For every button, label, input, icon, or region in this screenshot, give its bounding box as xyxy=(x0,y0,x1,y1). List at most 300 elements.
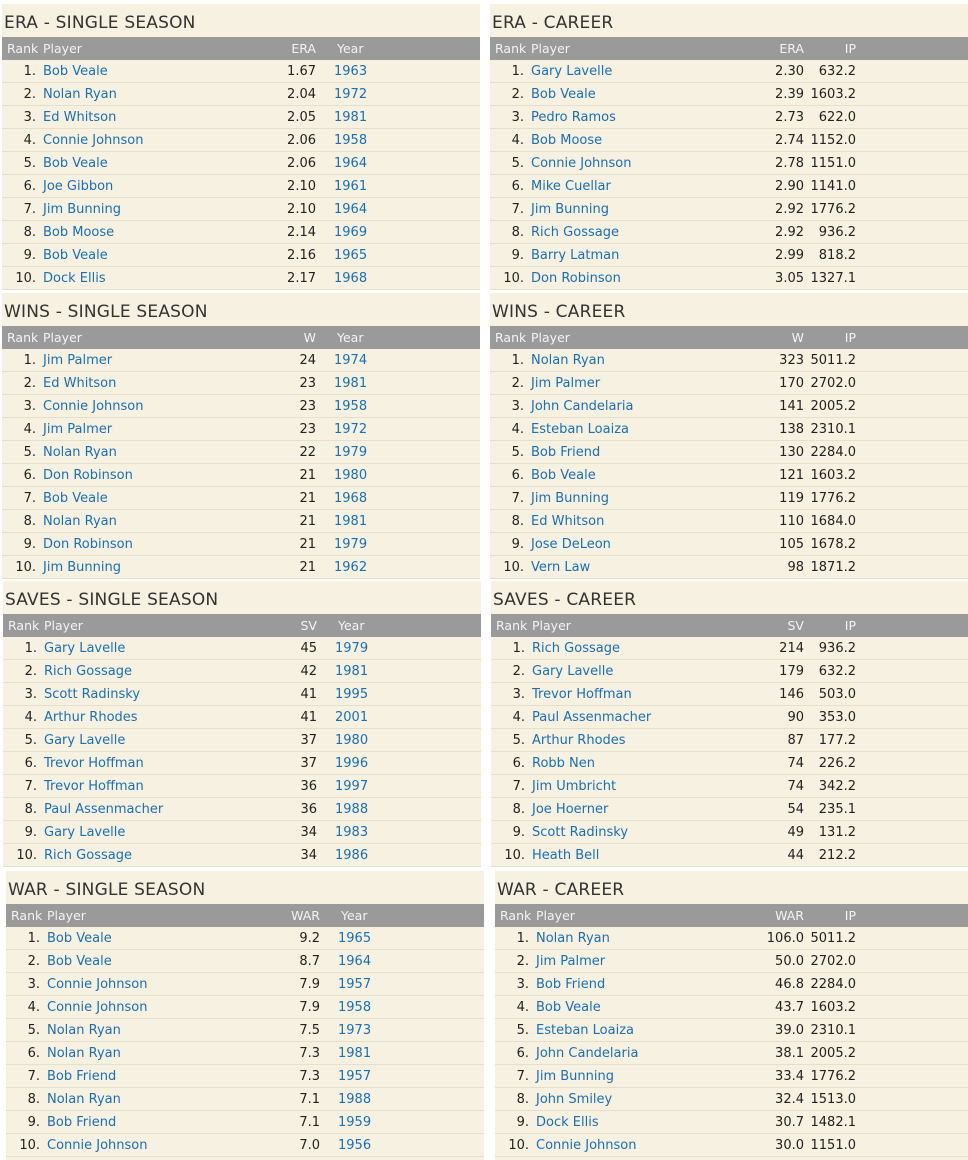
player-link[interactable]: Jim Bunning xyxy=(531,491,609,506)
player-link[interactable]: Trevor Hoffman xyxy=(532,687,632,702)
table-row xyxy=(2,441,480,464)
header-rank: Rank xyxy=(11,908,43,923)
player-link[interactable]: Nolan Ryan xyxy=(43,445,117,460)
stat-cell: 43.7 xyxy=(775,1000,804,1015)
panel-title: WAR - SINGLE SEASON xyxy=(8,880,206,900)
header-rank: Rank xyxy=(8,618,40,633)
table-row xyxy=(490,175,968,198)
stat-cell: 37 xyxy=(300,756,317,771)
player-link[interactable]: Bob Friend xyxy=(536,977,606,992)
player-link[interactable]: Pedro Ramos xyxy=(531,110,616,125)
player-link[interactable]: Jim Palmer xyxy=(43,422,113,437)
table-row xyxy=(3,729,481,752)
table-header xyxy=(6,904,484,927)
player-link[interactable]: Scott Radinsky xyxy=(44,687,141,702)
stat-cell: 2.30 xyxy=(775,64,804,79)
table-row xyxy=(3,752,481,775)
table-row xyxy=(490,129,968,152)
stat-cell: 90 xyxy=(787,710,804,725)
table-row xyxy=(491,637,968,660)
year-link[interactable]: 1996 xyxy=(335,756,369,771)
year-link[interactable]: 1980 xyxy=(334,468,368,483)
year-link[interactable]: 1988 xyxy=(338,1092,372,1107)
player-link[interactable]: Barry Latman xyxy=(531,248,620,263)
stat-cell: 32.4 xyxy=(775,1092,804,1107)
table-row xyxy=(491,660,968,683)
player-link[interactable]: Don Robinson xyxy=(43,537,133,552)
player-link[interactable]: Gary Lavelle xyxy=(531,64,613,79)
header-stat: W xyxy=(791,330,804,345)
rank-cell: 5. xyxy=(23,445,36,460)
stat-cell: 2.06 xyxy=(287,133,316,148)
player-link[interactable]: Bob Veale xyxy=(536,1000,601,1015)
header-year: Year xyxy=(341,908,368,923)
player-link[interactable]: John Smiley xyxy=(536,1092,613,1107)
row-divider xyxy=(495,1156,968,1157)
table-row xyxy=(3,660,481,683)
table-row xyxy=(2,129,480,152)
player-link[interactable]: Jim Bunning xyxy=(531,202,609,217)
year-link[interactable]: 1973 xyxy=(338,1023,372,1038)
table-row xyxy=(490,152,968,175)
table-row xyxy=(495,973,968,996)
player-link[interactable]: Bob Friend xyxy=(47,1069,117,1084)
row-divider xyxy=(490,578,968,579)
table-row xyxy=(490,395,968,418)
player-link[interactable]: Vern Law xyxy=(531,560,591,575)
rank-cell: 7. xyxy=(511,491,524,506)
rank-cell: 9. xyxy=(511,537,524,552)
ip-cell: 212.2 xyxy=(818,848,856,863)
stat-cell: 37 xyxy=(300,733,317,748)
stat-cell: 141 xyxy=(779,399,804,414)
year-link[interactable]: 1981 xyxy=(334,376,368,391)
year-link[interactable]: 1964 xyxy=(334,202,368,217)
stat-cell: 7.9 xyxy=(299,1000,320,1015)
player-link[interactable]: Nolan Ryan xyxy=(43,87,117,102)
stat-cell: 87 xyxy=(787,733,804,748)
row-divider xyxy=(6,1156,484,1157)
player-link[interactable]: Jim Bunning xyxy=(43,560,121,575)
stat-cell: 138 xyxy=(779,422,804,437)
player-link[interactable]: Rich Gossage xyxy=(44,848,132,863)
player-link[interactable]: Bob Veale xyxy=(47,931,112,946)
year-link[interactable]: 1979 xyxy=(334,445,368,460)
year-link[interactable]: 1997 xyxy=(335,779,369,794)
player-link[interactable]: Bob Friend xyxy=(47,1115,117,1130)
player-link[interactable]: John Candelaria xyxy=(536,1046,639,1061)
player-link[interactable]: Bob Veale xyxy=(43,156,108,171)
rank-cell: 8. xyxy=(27,1092,40,1107)
ip-cell: 1776.2 xyxy=(810,491,856,506)
player-link[interactable]: Nolan Ryan xyxy=(47,1046,121,1061)
header-player: Player xyxy=(44,618,83,633)
ip-cell: 1151.0 xyxy=(810,156,856,171)
stat-cell: 38.1 xyxy=(775,1046,804,1061)
player-link[interactable]: Jim Bunning xyxy=(43,202,121,217)
rank-cell: 7. xyxy=(27,1069,40,1084)
rank-cell: 10. xyxy=(16,848,37,863)
stat-cell: 2.92 xyxy=(775,225,804,240)
header-rank: Rank xyxy=(495,41,527,56)
row-divider xyxy=(2,578,480,579)
header-player: Player xyxy=(43,41,82,56)
ip-cell: 5011.2 xyxy=(810,931,856,946)
stat-cell: 2.05 xyxy=(287,110,316,125)
row-divider xyxy=(3,866,481,867)
rank-cell: 7. xyxy=(23,202,36,217)
player-link[interactable]: Don Robinson xyxy=(43,468,133,483)
ip-cell: 235.1 xyxy=(818,802,856,817)
rank-cell: 7. xyxy=(512,779,525,794)
ip-cell: 5011.2 xyxy=(810,353,856,368)
year-link[interactable]: 1956 xyxy=(338,1138,372,1153)
stat-cell: 7.3 xyxy=(299,1069,320,1084)
ip-cell: 177.2 xyxy=(818,733,856,748)
ip-cell: 632.2 xyxy=(818,64,856,79)
player-link[interactable]: Connie Johnson xyxy=(47,1000,148,1015)
ip-cell: 936.2 xyxy=(818,641,856,656)
table-row xyxy=(490,60,968,83)
player-link[interactable]: Esteban Loaiza xyxy=(536,1023,635,1038)
table-row xyxy=(490,510,968,533)
table-row xyxy=(2,198,480,221)
year-link[interactable]: 1968 xyxy=(334,491,368,506)
year-link[interactable]: 1988 xyxy=(335,802,369,817)
rank-cell: 1. xyxy=(24,641,37,656)
table-row xyxy=(6,973,484,996)
stat-cell: 7.1 xyxy=(299,1115,320,1130)
table-row xyxy=(490,556,968,579)
stat-cell: 7.5 xyxy=(299,1023,320,1038)
header-rank: Rank xyxy=(496,618,528,633)
year-link[interactable]: 1968 xyxy=(334,271,368,286)
year-link[interactable]: 1979 xyxy=(334,537,368,552)
player-link[interactable]: Bob Friend xyxy=(531,445,601,460)
row-divider xyxy=(491,866,968,867)
player-link[interactable]: Ed Whitson xyxy=(43,376,117,391)
player-link[interactable]: Ed Whitson xyxy=(43,110,117,125)
rank-cell: 3. xyxy=(512,687,525,702)
table-row xyxy=(6,950,484,973)
stat-cell: 2.74 xyxy=(775,133,804,148)
player-link[interactable]: Gary Lavelle xyxy=(44,733,126,748)
table-row xyxy=(491,683,968,706)
year-link[interactable]: 1959 xyxy=(338,1115,372,1130)
rank-cell: 3. xyxy=(511,399,524,414)
year-link[interactable]: 1957 xyxy=(338,977,372,992)
player-link[interactable]: Trevor Hoffman xyxy=(44,779,144,794)
table-row xyxy=(2,510,480,533)
rank-cell: 9. xyxy=(27,1115,40,1130)
header-stat: ERA xyxy=(291,41,316,56)
table-row xyxy=(491,706,968,729)
year-link[interactable]: 1965 xyxy=(338,931,372,946)
stat-cell: 7.3 xyxy=(299,1046,320,1061)
year-link[interactable]: 1981 xyxy=(338,1046,372,1061)
header-ip: IP xyxy=(844,908,856,923)
rank-cell: 3. xyxy=(511,110,524,125)
ip-cell: 1678.2 xyxy=(810,537,856,552)
player-link[interactable]: Jose DeLeon xyxy=(531,537,611,552)
player-link[interactable]: Robb Nen xyxy=(532,756,596,771)
table-row xyxy=(2,83,480,106)
table-row xyxy=(490,464,968,487)
header-stat: SV xyxy=(787,618,804,633)
stat-cell: 23 xyxy=(299,422,316,437)
player-link[interactable]: Nolan Ryan xyxy=(47,1023,121,1038)
panel-title: SAVES - CAREER xyxy=(493,590,637,610)
year-link[interactable]: 1981 xyxy=(335,664,369,679)
player-link[interactable]: Gary Lavelle xyxy=(44,825,126,840)
player-link[interactable]: Dock Ellis xyxy=(536,1115,599,1130)
player-link[interactable]: Bob Veale xyxy=(47,954,112,969)
header-player: Player xyxy=(531,41,570,56)
table-row xyxy=(491,844,968,867)
panel-war-career xyxy=(495,871,968,1160)
year-link[interactable]: 2001 xyxy=(335,710,369,725)
table-row xyxy=(491,798,968,821)
player-link[interactable]: Bob Moose xyxy=(43,225,115,240)
panel-era-career xyxy=(490,4,968,289)
rank-cell: 4. xyxy=(23,422,36,437)
year-link[interactable]: 1974 xyxy=(334,353,368,368)
player-link[interactable]: Rich Gossage xyxy=(44,664,132,679)
header-stat: WAR xyxy=(291,908,320,923)
ip-cell: 2005.2 xyxy=(810,399,856,414)
year-link[interactable]: 1964 xyxy=(334,156,368,171)
rank-cell: 6. xyxy=(512,756,525,771)
stat-cell: 41 xyxy=(300,710,317,725)
player-link[interactable]: Connie Johnson xyxy=(47,977,148,992)
stat-cell: 2.17 xyxy=(287,271,316,286)
stat-cell: 74 xyxy=(787,756,804,771)
stat-cell: 3.05 xyxy=(775,271,804,286)
player-link[interactable]: Nolan Ryan xyxy=(536,931,610,946)
rank-cell: 1. xyxy=(512,641,525,656)
player-link[interactable]: Jim Palmer xyxy=(531,376,601,391)
rank-cell: 9. xyxy=(512,825,525,840)
player-link[interactable]: Scott Radinsky xyxy=(532,825,629,840)
table-row xyxy=(490,533,968,556)
rank-cell: 4. xyxy=(24,710,37,725)
header-ip: IP xyxy=(844,41,856,56)
rank-cell: 8. xyxy=(512,802,525,817)
table-row xyxy=(490,487,968,510)
rank-cell: 3. xyxy=(27,977,40,992)
table-row xyxy=(490,372,968,395)
rank-cell: 1. xyxy=(27,931,40,946)
player-link[interactable]: Nolan Ryan xyxy=(531,353,605,368)
year-link[interactable]: 1972 xyxy=(334,87,368,102)
year-link[interactable]: 1979 xyxy=(335,641,369,656)
table-header xyxy=(490,37,968,60)
table-row xyxy=(2,267,480,290)
rank-cell: 6. xyxy=(27,1046,40,1061)
table-row xyxy=(2,244,480,267)
player-link[interactable]: Nolan Ryan xyxy=(43,514,117,529)
rank-cell: 2. xyxy=(516,954,529,969)
table-row xyxy=(6,1088,484,1111)
rank-cell: 4. xyxy=(511,133,524,148)
ip-cell: 2284.0 xyxy=(810,445,856,460)
ip-cell: 1871.2 xyxy=(810,560,856,575)
year-link[interactable]: 1962 xyxy=(334,560,368,575)
player-link[interactable]: Bob Veale xyxy=(531,468,596,483)
header-year: Year xyxy=(337,330,364,345)
table-row xyxy=(2,556,480,579)
panel-title: WINS - CAREER xyxy=(492,302,626,322)
stat-cell: 49 xyxy=(787,825,804,840)
player-link[interactable]: Mike Cuellar xyxy=(531,179,611,194)
player-link[interactable]: Joe Gibbon xyxy=(43,179,114,194)
panel-title: WAR - CAREER xyxy=(497,880,625,900)
year-link[interactable]: 1958 xyxy=(338,1000,372,1015)
year-link[interactable]: 1980 xyxy=(335,733,369,748)
table-row xyxy=(2,464,480,487)
rank-cell: 8. xyxy=(511,225,524,240)
rank-cell: 5. xyxy=(24,733,37,748)
player-link[interactable]: Rich Gossage xyxy=(531,225,619,240)
rank-cell: 4. xyxy=(27,1000,40,1015)
panel-title: ERA - CAREER xyxy=(492,13,614,33)
rank-cell: 5. xyxy=(23,156,36,171)
year-link[interactable]: 1981 xyxy=(334,110,368,125)
stat-cell: 39.0 xyxy=(775,1023,804,1038)
rank-cell: 9. xyxy=(23,248,36,263)
stat-cell: 2.78 xyxy=(775,156,804,171)
table-row xyxy=(495,1088,968,1111)
stat-cell: 2.39 xyxy=(775,87,804,102)
stat-cell: 2.92 xyxy=(775,202,804,217)
table-row xyxy=(2,349,480,372)
player-link[interactable]: Connie Johnson xyxy=(43,133,144,148)
year-link[interactable]: 1986 xyxy=(335,848,369,863)
year-link[interactable]: 1972 xyxy=(334,422,368,437)
year-link[interactable]: 1961 xyxy=(334,179,368,194)
year-link[interactable]: 1964 xyxy=(338,954,372,969)
ip-cell: 353.0 xyxy=(818,710,856,725)
stat-cell: 21 xyxy=(299,560,316,575)
stat-cell: 2.14 xyxy=(287,225,316,240)
ip-cell: 1603.2 xyxy=(810,468,856,483)
player-link[interactable]: Gary Lavelle xyxy=(44,641,126,656)
year-link[interactable]: 1958 xyxy=(334,399,368,414)
player-link[interactable]: Connie Johnson xyxy=(531,156,632,171)
table-row xyxy=(6,927,484,950)
table-row xyxy=(495,927,968,950)
table-row xyxy=(490,418,968,441)
player-link[interactable]: Bob Veale xyxy=(43,64,108,79)
player-link[interactable]: Dock Ellis xyxy=(43,271,106,286)
panel-title: SAVES - SINGLE SEASON xyxy=(5,590,219,610)
player-link[interactable]: Connie Johnson xyxy=(536,1138,637,1153)
table-header xyxy=(491,614,968,637)
player-link[interactable]: Connie Johnson xyxy=(47,1138,148,1153)
player-link[interactable]: Jim Bunning xyxy=(536,1069,614,1084)
stat-cell: 2.10 xyxy=(287,179,316,194)
table-row xyxy=(2,60,480,83)
year-link[interactable]: 1957 xyxy=(338,1069,372,1084)
player-link[interactable]: Paul Assenmacher xyxy=(44,802,164,817)
player-link[interactable]: Jim Palmer xyxy=(536,954,606,969)
ip-cell: 2702.0 xyxy=(810,954,856,969)
header-rank: Rank xyxy=(495,330,527,345)
player-link[interactable]: Arthur Rhodes xyxy=(44,710,138,725)
ip-cell: 503.0 xyxy=(818,687,856,702)
stat-cell: 110 xyxy=(779,514,804,529)
rank-cell: 5. xyxy=(511,156,524,171)
stat-cell: 130 xyxy=(779,445,804,460)
stat-cell: 44 xyxy=(787,848,804,863)
rank-cell: 8. xyxy=(24,802,37,817)
rank-cell: 1. xyxy=(23,353,36,368)
stat-cell: 1.67 xyxy=(287,64,316,79)
player-link[interactable]: Trevor Hoffman xyxy=(44,756,144,771)
player-link[interactable]: Joe Hoerner xyxy=(532,802,609,817)
table-row xyxy=(3,775,481,798)
panel-saves-single-season xyxy=(3,581,481,866)
ip-cell: 131.2 xyxy=(818,825,856,840)
player-link[interactable]: Jim Umbricht xyxy=(532,779,617,794)
player-link[interactable]: Gary Lavelle xyxy=(532,664,614,679)
stat-cell: 21 xyxy=(299,514,316,529)
player-link[interactable]: Connie Johnson xyxy=(43,399,144,414)
year-link[interactable]: 1983 xyxy=(335,825,369,840)
player-link[interactable]: Paul Assenmacher xyxy=(532,710,652,725)
stat-cell: 36 xyxy=(300,802,317,817)
player-link[interactable]: Jim Palmer xyxy=(43,353,113,368)
player-link[interactable]: John Candelaria xyxy=(531,399,634,414)
year-link[interactable]: 1981 xyxy=(334,514,368,529)
table-row xyxy=(495,996,968,1019)
rank-cell: 2. xyxy=(27,954,40,969)
player-link[interactable]: Ed Whitson xyxy=(531,514,605,529)
table-row xyxy=(495,1111,968,1134)
player-link[interactable]: Bob Moose xyxy=(531,133,603,148)
year-link[interactable]: 1958 xyxy=(334,133,368,148)
header-player: Player xyxy=(47,908,86,923)
year-link[interactable]: 1969 xyxy=(334,225,368,240)
player-link[interactable]: Arthur Rhodes xyxy=(532,733,626,748)
ip-cell: 2310.1 xyxy=(810,422,856,437)
player-link[interactable]: Nolan Ryan xyxy=(47,1092,121,1107)
player-link[interactable]: Don Robinson xyxy=(531,271,621,286)
year-link[interactable]: 1995 xyxy=(335,687,369,702)
stat-cell: 7.1 xyxy=(299,1092,320,1107)
ip-cell: 226.2 xyxy=(818,756,856,771)
stat-cell: 42 xyxy=(300,664,317,679)
player-link[interactable]: Bob Veale xyxy=(43,491,108,506)
stat-cell: 33.4 xyxy=(775,1069,804,1084)
player-link[interactable]: Heath Bell xyxy=(532,848,600,863)
player-link[interactable]: Bob Veale xyxy=(531,87,596,102)
player-link[interactable]: Esteban Loaiza xyxy=(531,422,630,437)
rank-cell: 8. xyxy=(511,514,524,529)
rank-cell: 8. xyxy=(516,1092,529,1107)
player-link[interactable]: Bob Veale xyxy=(43,248,108,263)
stat-cell: 2.99 xyxy=(775,248,804,263)
stat-cell: 179 xyxy=(779,664,804,679)
stat-cell: 2.16 xyxy=(287,248,316,263)
year-link[interactable]: 1965 xyxy=(334,248,368,263)
row-divider xyxy=(2,289,480,290)
player-link[interactable]: Rich Gossage xyxy=(532,641,620,656)
year-link[interactable]: 1963 xyxy=(334,64,368,79)
rank-cell: 7. xyxy=(24,779,37,794)
table-row xyxy=(495,950,968,973)
table-row xyxy=(6,1019,484,1042)
